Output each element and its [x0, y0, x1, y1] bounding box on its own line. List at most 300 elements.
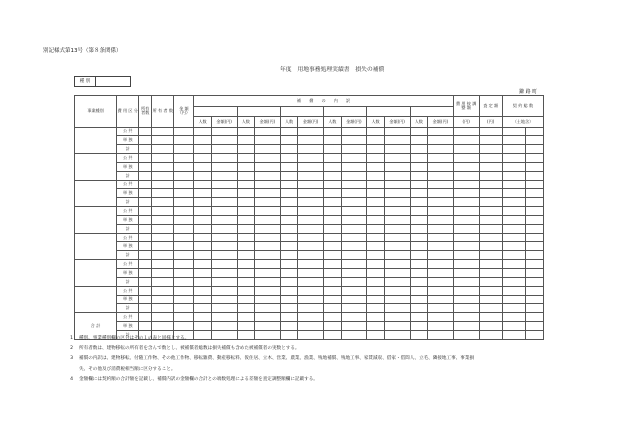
data-cell[interactable] — [341, 145, 367, 154]
data-cell[interactable] — [479, 251, 502, 260]
data-cell[interactable] — [280, 180, 298, 189]
data-cell[interactable] — [428, 295, 454, 304]
data-cell[interactable] — [341, 295, 367, 304]
data-cell[interactable] — [479, 136, 502, 145]
data-cell[interactable] — [255, 198, 281, 207]
data-cell[interactable] — [324, 189, 342, 198]
data-cell[interactable] — [152, 215, 174, 224]
data-cell[interactable] — [367, 162, 385, 171]
data-cell[interactable] — [211, 207, 237, 216]
data-cell[interactable] — [410, 304, 428, 313]
data-cell[interactable] — [341, 207, 367, 216]
data-cell[interactable] — [298, 189, 324, 198]
data-cell[interactable] — [194, 215, 212, 224]
data-cell[interactable] — [324, 224, 342, 233]
data-cell[interactable] — [324, 233, 342, 242]
data-cell[interactable] — [280, 198, 298, 207]
data-cell[interactable] — [255, 233, 281, 242]
data-cell[interactable] — [384, 180, 410, 189]
data-cell[interactable] — [152, 260, 174, 269]
data-cell[interactable] — [255, 269, 281, 278]
data-cell[interactable] — [367, 322, 385, 331]
data-cell[interactable] — [502, 145, 525, 154]
data-cell[interactable] — [384, 189, 410, 198]
data-cell[interactable] — [152, 145, 174, 154]
data-cell[interactable] — [526, 251, 544, 260]
data-cell[interactable] — [324, 260, 342, 269]
data-cell[interactable] — [174, 313, 194, 322]
data-cell[interactable] — [174, 180, 194, 189]
data-cell[interactable] — [211, 136, 237, 145]
data-cell[interactable] — [280, 154, 298, 163]
data-cell[interactable] — [453, 189, 479, 198]
data-cell[interactable] — [211, 189, 237, 198]
data-cell[interactable] — [139, 136, 152, 145]
data-cell[interactable] — [255, 162, 281, 171]
data-cell[interactable] — [502, 127, 525, 136]
data-cell[interactable] — [152, 313, 174, 322]
data-cell[interactable] — [194, 269, 212, 278]
data-cell[interactable] — [410, 260, 428, 269]
data-cell[interactable] — [479, 189, 502, 198]
data-cell[interactable] — [341, 322, 367, 331]
data-cell[interactable] — [280, 127, 298, 136]
data-cell[interactable] — [139, 260, 152, 269]
data-cell[interactable] — [410, 286, 428, 295]
data-cell[interactable] — [367, 189, 385, 198]
data-cell[interactable] — [152, 322, 174, 331]
data-cell[interactable] — [255, 189, 281, 198]
data-cell[interactable] — [453, 304, 479, 313]
data-cell[interactable] — [255, 224, 281, 233]
data-cell[interactable] — [384, 215, 410, 224]
data-cell[interactable] — [428, 260, 454, 269]
data-cell[interactable] — [255, 242, 281, 251]
data-cell[interactable] — [526, 330, 544, 339]
data-cell[interactable] — [298, 295, 324, 304]
data-cell[interactable] — [211, 154, 237, 163]
data-cell[interactable] — [174, 260, 194, 269]
data-cell[interactable] — [211, 322, 237, 331]
data-cell[interactable] — [384, 224, 410, 233]
data-cell[interactable] — [502, 136, 525, 145]
data-cell[interactable] — [502, 215, 525, 224]
data-cell[interactable] — [367, 198, 385, 207]
data-cell[interactable] — [194, 260, 212, 269]
data-cell[interactable] — [211, 127, 237, 136]
data-cell[interactable] — [255, 277, 281, 286]
data-cell[interactable] — [341, 251, 367, 260]
data-cell[interactable] — [211, 198, 237, 207]
data-cell[interactable] — [237, 269, 255, 278]
data-cell[interactable] — [211, 313, 237, 322]
jigyou-cell[interactable] — [75, 154, 117, 181]
data-cell[interactable] — [453, 295, 479, 304]
data-cell[interactable] — [237, 189, 255, 198]
data-cell[interactable] — [453, 251, 479, 260]
data-cell[interactable] — [453, 233, 479, 242]
data-cell[interactable] — [479, 154, 502, 163]
data-cell[interactable] — [453, 207, 479, 216]
data-cell[interactable] — [211, 295, 237, 304]
data-cell[interactable] — [479, 207, 502, 216]
data-cell[interactable] — [280, 322, 298, 331]
data-cell[interactable] — [502, 277, 525, 286]
data-cell[interactable] — [174, 251, 194, 260]
data-cell[interactable] — [428, 207, 454, 216]
data-cell[interactable] — [237, 286, 255, 295]
data-cell[interactable] — [479, 224, 502, 233]
data-cell[interactable] — [384, 269, 410, 278]
data-cell[interactable] — [479, 304, 502, 313]
data-cell[interactable] — [298, 304, 324, 313]
data-cell[interactable] — [139, 207, 152, 216]
data-cell[interactable] — [237, 136, 255, 145]
data-cell[interactable] — [341, 198, 367, 207]
data-cell[interactable] — [298, 260, 324, 269]
data-cell[interactable] — [502, 330, 525, 339]
data-cell[interactable] — [428, 251, 454, 260]
data-cell[interactable] — [410, 313, 428, 322]
data-cell[interactable] — [237, 207, 255, 216]
jigyou-cell[interactable] — [75, 233, 117, 260]
data-cell[interactable] — [194, 127, 212, 136]
data-cell[interactable] — [428, 224, 454, 233]
data-cell[interactable] — [211, 233, 237, 242]
data-cell[interactable] — [428, 154, 454, 163]
data-cell[interactable] — [526, 269, 544, 278]
data-cell[interactable] — [324, 304, 342, 313]
data-cell[interactable] — [502, 260, 525, 269]
data-cell[interactable] — [174, 233, 194, 242]
data-cell[interactable] — [428, 286, 454, 295]
data-cell[interactable] — [367, 251, 385, 260]
data-cell[interactable] — [410, 189, 428, 198]
data-cell[interactable] — [384, 286, 410, 295]
data-cell[interactable] — [298, 162, 324, 171]
data-cell[interactable] — [324, 251, 342, 260]
data-cell[interactable] — [341, 269, 367, 278]
data-cell[interactable] — [174, 295, 194, 304]
data-cell[interactable] — [298, 233, 324, 242]
data-cell[interactable] — [152, 162, 174, 171]
data-cell[interactable] — [152, 269, 174, 278]
data-cell[interactable] — [479, 233, 502, 242]
data-cell[interactable] — [174, 215, 194, 224]
data-cell[interactable] — [174, 322, 194, 331]
data-cell[interactable] — [255, 180, 281, 189]
data-cell[interactable] — [453, 224, 479, 233]
data-cell[interactable] — [526, 313, 544, 322]
data-cell[interactable] — [453, 322, 479, 331]
data-cell[interactable] — [526, 189, 544, 198]
data-cell[interactable] — [341, 260, 367, 269]
data-cell[interactable] — [428, 180, 454, 189]
data-cell[interactable] — [211, 145, 237, 154]
data-cell[interactable] — [298, 251, 324, 260]
data-cell[interactable] — [255, 171, 281, 180]
data-cell[interactable] — [526, 198, 544, 207]
data-cell[interactable] — [194, 136, 212, 145]
data-cell[interactable] — [152, 154, 174, 163]
data-cell[interactable] — [479, 330, 502, 339]
data-cell[interactable] — [298, 269, 324, 278]
data-cell[interactable] — [502, 313, 525, 322]
data-cell[interactable] — [526, 224, 544, 233]
data-cell[interactable] — [384, 242, 410, 251]
data-cell[interactable] — [526, 127, 544, 136]
data-cell[interactable] — [410, 171, 428, 180]
data-cell[interactable] — [502, 207, 525, 216]
data-cell[interactable] — [194, 242, 212, 251]
jigyou-cell[interactable] — [75, 127, 117, 154]
data-cell[interactable] — [280, 313, 298, 322]
data-cell[interactable] — [194, 154, 212, 163]
data-cell[interactable] — [255, 136, 281, 145]
data-cell[interactable] — [428, 127, 454, 136]
data-cell[interactable] — [502, 162, 525, 171]
data-cell[interactable] — [479, 171, 502, 180]
data-cell[interactable] — [139, 242, 152, 251]
data-cell[interactable] — [341, 180, 367, 189]
jigyou-cell[interactable] — [75, 207, 117, 234]
data-cell[interactable] — [453, 260, 479, 269]
data-cell[interactable] — [237, 171, 255, 180]
data-cell[interactable] — [453, 269, 479, 278]
data-cell[interactable] — [367, 295, 385, 304]
data-cell[interactable] — [367, 145, 385, 154]
data-cell[interactable] — [280, 207, 298, 216]
data-cell[interactable] — [255, 295, 281, 304]
data-cell[interactable] — [428, 215, 454, 224]
data-cell[interactable] — [298, 136, 324, 145]
data-cell[interactable] — [139, 171, 152, 180]
data-cell[interactable] — [139, 198, 152, 207]
data-cell[interactable] — [341, 304, 367, 313]
data-cell[interactable] — [139, 154, 152, 163]
data-cell[interactable] — [453, 145, 479, 154]
data-cell[interactable] — [324, 154, 342, 163]
data-cell[interactable] — [341, 215, 367, 224]
data-cell[interactable] — [410, 207, 428, 216]
data-cell[interactable] — [341, 233, 367, 242]
data-cell[interactable] — [428, 313, 454, 322]
data-cell[interactable] — [341, 154, 367, 163]
data-cell[interactable] — [280, 171, 298, 180]
data-cell[interactable] — [428, 233, 454, 242]
data-cell[interactable] — [384, 260, 410, 269]
data-cell[interactable] — [255, 127, 281, 136]
data-cell[interactable] — [174, 277, 194, 286]
data-cell[interactable] — [255, 322, 281, 331]
data-cell[interactable] — [367, 260, 385, 269]
data-cell[interactable] — [211, 277, 237, 286]
data-cell[interactable] — [367, 136, 385, 145]
data-cell[interactable] — [152, 251, 174, 260]
data-cell[interactable] — [410, 242, 428, 251]
data-cell[interactable] — [367, 127, 385, 136]
data-cell[interactable] — [237, 260, 255, 269]
data-cell[interactable] — [194, 145, 212, 154]
data-cell[interactable] — [428, 242, 454, 251]
data-cell[interactable] — [384, 322, 410, 331]
data-cell[interactable] — [526, 145, 544, 154]
data-cell[interactable] — [174, 242, 194, 251]
data-cell[interactable] — [298, 145, 324, 154]
data-cell[interactable] — [384, 162, 410, 171]
data-cell[interactable] — [324, 313, 342, 322]
data-cell[interactable] — [384, 171, 410, 180]
data-cell[interactable] — [410, 215, 428, 224]
data-cell[interactable] — [453, 242, 479, 251]
data-cell[interactable] — [211, 304, 237, 313]
data-cell[interactable] — [280, 277, 298, 286]
data-cell[interactable] — [211, 286, 237, 295]
data-cell[interactable] — [410, 233, 428, 242]
data-cell[interactable] — [341, 189, 367, 198]
data-cell[interactable] — [453, 171, 479, 180]
data-cell[interactable] — [139, 322, 152, 331]
data-cell[interactable] — [479, 260, 502, 269]
data-cell[interactable] — [237, 313, 255, 322]
data-cell[interactable] — [367, 224, 385, 233]
data-cell[interactable] — [280, 189, 298, 198]
data-cell[interactable] — [280, 260, 298, 269]
data-cell[interactable] — [324, 180, 342, 189]
data-cell[interactable] — [502, 154, 525, 163]
data-cell[interactable] — [194, 171, 212, 180]
data-cell[interactable] — [194, 189, 212, 198]
data-cell[interactable] — [453, 154, 479, 163]
data-cell[interactable] — [367, 215, 385, 224]
data-cell[interactable] — [526, 207, 544, 216]
data-cell[interactable] — [174, 207, 194, 216]
data-cell[interactable] — [298, 277, 324, 286]
data-cell[interactable] — [526, 286, 544, 295]
data-cell[interactable] — [194, 277, 212, 286]
data-cell[interactable] — [410, 154, 428, 163]
data-cell[interactable] — [139, 277, 152, 286]
data-cell[interactable] — [324, 242, 342, 251]
data-cell[interactable] — [139, 145, 152, 154]
data-cell[interactable] — [280, 251, 298, 260]
data-cell[interactable] — [152, 304, 174, 313]
data-cell[interactable] — [139, 127, 152, 136]
data-cell[interactable] — [428, 145, 454, 154]
data-cell[interactable] — [324, 207, 342, 216]
data-cell[interactable] — [211, 171, 237, 180]
data-cell[interactable] — [479, 198, 502, 207]
data-cell[interactable] — [298, 154, 324, 163]
data-cell[interactable] — [453, 127, 479, 136]
data-cell[interactable] — [139, 215, 152, 224]
shubetsu-value[interactable] — [96, 77, 130, 86]
data-cell[interactable] — [237, 251, 255, 260]
data-cell[interactable] — [237, 154, 255, 163]
data-cell[interactable] — [526, 171, 544, 180]
data-cell[interactable] — [428, 198, 454, 207]
data-cell[interactable] — [280, 295, 298, 304]
data-cell[interactable] — [211, 251, 237, 260]
data-cell[interactable] — [384, 277, 410, 286]
data-cell[interactable] — [139, 162, 152, 171]
data-cell[interactable] — [194, 224, 212, 233]
data-cell[interactable] — [367, 277, 385, 286]
data-cell[interactable] — [526, 304, 544, 313]
data-cell[interactable] — [194, 286, 212, 295]
data-cell[interactable] — [139, 233, 152, 242]
data-cell[interactable] — [324, 162, 342, 171]
data-cell[interactable] — [479, 215, 502, 224]
data-cell[interactable] — [384, 127, 410, 136]
data-cell[interactable] — [384, 145, 410, 154]
data-cell[interactable] — [152, 224, 174, 233]
data-cell[interactable] — [139, 295, 152, 304]
data-cell[interactable] — [211, 242, 237, 251]
data-cell[interactable] — [139, 180, 152, 189]
data-cell[interactable] — [237, 233, 255, 242]
data-cell[interactable] — [152, 198, 174, 207]
data-cell[interactable] — [237, 224, 255, 233]
data-cell[interactable] — [324, 277, 342, 286]
data-cell[interactable] — [324, 171, 342, 180]
data-cell[interactable] — [453, 198, 479, 207]
data-cell[interactable] — [255, 154, 281, 163]
data-cell[interactable] — [479, 313, 502, 322]
data-cell[interactable] — [526, 215, 544, 224]
data-cell[interactable] — [453, 313, 479, 322]
data-cell[interactable] — [152, 180, 174, 189]
data-cell[interactable] — [298, 224, 324, 233]
data-cell[interactable] — [526, 233, 544, 242]
data-cell[interactable] — [194, 313, 212, 322]
data-cell[interactable] — [237, 198, 255, 207]
data-cell[interactable] — [174, 304, 194, 313]
data-cell[interactable] — [280, 215, 298, 224]
data-cell[interactable] — [298, 286, 324, 295]
data-cell[interactable] — [255, 313, 281, 322]
data-cell[interactable] — [367, 207, 385, 216]
data-cell[interactable] — [502, 198, 525, 207]
data-cell[interactable] — [367, 286, 385, 295]
data-cell[interactable] — [324, 145, 342, 154]
data-cell[interactable] — [410, 127, 428, 136]
data-cell[interactable] — [410, 198, 428, 207]
data-cell[interactable] — [280, 304, 298, 313]
data-cell[interactable] — [526, 242, 544, 251]
data-cell[interactable] — [324, 198, 342, 207]
data-cell[interactable] — [453, 136, 479, 145]
data-cell[interactable] — [341, 286, 367, 295]
data-cell[interactable] — [341, 127, 367, 136]
data-cell[interactable] — [479, 162, 502, 171]
data-cell[interactable] — [410, 224, 428, 233]
data-cell[interactable] — [341, 162, 367, 171]
data-cell[interactable] — [428, 171, 454, 180]
data-cell[interactable] — [502, 224, 525, 233]
data-cell[interactable] — [410, 269, 428, 278]
data-cell[interactable] — [211, 162, 237, 171]
data-cell[interactable] — [152, 127, 174, 136]
data-cell[interactable] — [211, 180, 237, 189]
data-cell[interactable] — [324, 127, 342, 136]
data-cell[interactable] — [502, 295, 525, 304]
data-cell[interactable] — [453, 215, 479, 224]
data-cell[interactable] — [384, 251, 410, 260]
data-cell[interactable] — [367, 313, 385, 322]
data-cell[interactable] — [410, 251, 428, 260]
data-cell[interactable] — [384, 304, 410, 313]
